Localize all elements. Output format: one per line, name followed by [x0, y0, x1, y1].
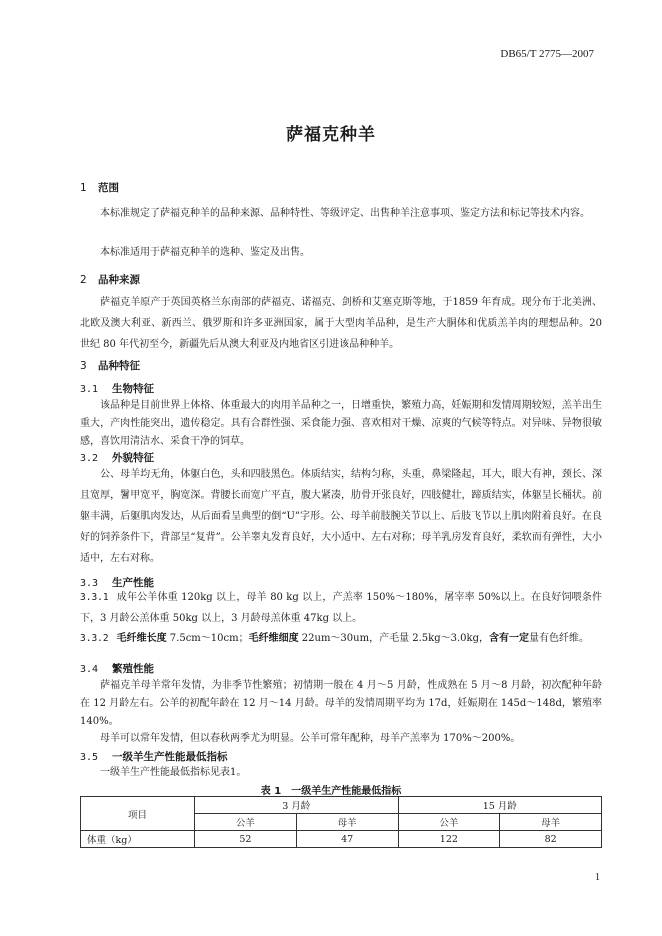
table-row [81, 831, 602, 848]
biological-paragraph: 该品种是目前世界上体格、体重最大的肉用羊品种之一，日增重快，繁殖力高，妊娠期和发情周期较短，羔羊出生重大，产肉性能突出，遗传稳定。具有合群性强、采食能力强、喜欢相对干燥、凉爽的气候等特点。对异味、异物很敏感，喜饮用清洁水、采食干净的饲草。 [80, 400, 602, 447]
subsection-heading-appearance [80, 450, 154, 465]
row-label-weight: 体重（kg） [81, 831, 195, 848]
subsection-title: 生物特征 [112, 383, 154, 395]
cell-ewe-15m: 82 [500, 831, 602, 848]
document-title: 萨福克种羊 [286, 125, 376, 145]
reproduction-paragraph-2: 母羊可以常年发情，但以春秋两季尤为明显。公羊可常年配种，母羊产羔率为 170%～200%。 [100, 733, 521, 744]
clause-number: 3.3.2 [80, 633, 109, 644]
subsection-number: 3.3 [80, 578, 99, 589]
cell-ram-3m: 52 [195, 831, 297, 848]
subsection-heading-reproduction [80, 661, 154, 676]
reproduction-paragraph-1: 萨福克羊母羊常年发情，为非季节性繁殖；初情期一般在 4 月～5 月龄，性成熟在 5 月～8 月龄，初次配种年龄在 12 月龄左右。公羊的初配年龄在 12 月～14 月龄。母羊的发情周期平均为 17d，妊娠期在 145d～148d，繁殖率 140%。 [80, 680, 602, 727]
page-number: 1 [595, 872, 600, 883]
table-header-row [81, 797, 602, 814]
production-clause-3-3-1 [80, 587, 602, 629]
clause-text: 成年公羊体重 120kg 以上，母羊 80 kg 以上，产羔率 150%～180%，屠宰率 50%以上。在良好饲喂条件下，3 月龄公羔体重 50kg 以上，3 月龄母羔体重 47kg 以上。 [80, 592, 602, 624]
colored-fiber-text: 量有色纤维。 [528, 633, 589, 644]
subsection-number: 3.5 [80, 752, 99, 763]
section-number: 3 [80, 360, 87, 372]
section-title: 范围 [98, 182, 119, 194]
origin-paragraph: 萨福克羊原产于英国英格兰东南部的萨福克、诺福克、剑桥和艾塞克斯等地，于1859 年育成。现分布于北美洲、北欧及澳大利亚、新西兰、俄罗斯和许多亚洲国家，属于大型肉羊品种，是生产大胴体和优质羔羊肉的理想品种。20 世纪 80 年代初至今，新疆先后从澳大利亚及内地省区引进该品种种羊。 [80, 297, 602, 350]
subsection-title: 生产性能 [112, 577, 154, 589]
production-clause-3-3-2 [80, 628, 602, 649]
section-heading-origin [80, 272, 140, 287]
fiber-fineness-label: 毛纤维细度 [248, 633, 299, 644]
standard-code: DB65/T 2775—2007 [500, 48, 594, 60]
clause-number: 3.3.1 [80, 592, 109, 603]
subsection-title: 一级羊生产性能最低指标 [112, 751, 228, 763]
minimum-index-paragraph: 一级羊生产性能最低指标见表1。 [100, 767, 247, 778]
scope-paragraph-1: 本标准规定了萨福克种羊的品种来源、品种特性、等级评定、出售种羊注意事项、鉴定方法和标记等技术内容。 [100, 208, 590, 219]
header-ram-3m: 公羊 [195, 814, 297, 831]
subsection-number: 3.1 [80, 384, 99, 395]
header-3-month: 3 月龄 [195, 797, 399, 814]
subsection-title: 繁殖性能 [112, 663, 154, 675]
header-ewe-3m: 母羊 [296, 814, 398, 831]
fiber-length-value: 7.5cm～10cm； [166, 633, 249, 644]
section-number: 2 [80, 274, 87, 286]
fiber-length-label: 毛纤维长度 [116, 633, 167, 644]
header-ram-15m: 公羊 [398, 814, 500, 831]
header-ewe-15m: 母羊 [500, 814, 602, 831]
header-15-month: 15 月龄 [398, 797, 602, 814]
scope-paragraph-2: 本标准适用于萨福克种羊的选种、鉴定及出售。 [100, 247, 310, 258]
colored-fiber-emphasis: 含有一定 [488, 633, 529, 644]
subsection-heading-biological [80, 381, 154, 396]
section-heading-scope [80, 180, 119, 195]
subsection-number: 3.4 [80, 664, 99, 675]
section-heading-characteristics [80, 358, 140, 373]
cell-ewe-3m: 47 [296, 831, 398, 848]
table-caption: 表 1 一级羊生产性能最低指标 [260, 786, 402, 797]
header-item: 项目 [81, 797, 195, 831]
section-title: 品种特征 [98, 360, 140, 372]
performance-table [80, 796, 602, 848]
section-title: 品种来源 [98, 274, 140, 286]
section-number: 1 [80, 182, 87, 194]
fiber-fineness-value: 22um～30um，产毛量 2.5kg～3.0kg， [298, 633, 489, 644]
subsection-number: 3.2 [80, 453, 99, 464]
subsection-title: 外貌特征 [112, 452, 154, 464]
appearance-paragraph: 公、母羊均无角，体躯白色，头和四肢黑色。体质结实，结构匀称，头重，鼻梁隆起，耳大，眼大有神，颈长、深且宽厚，鬐甲宽平，胸宽深。背腰长而宽广平直，腹大紧凑，肋骨开张良好，四肢健壮，蹄质结实，体躯呈长桶状。前躯丰满，后躯肌肉发达，从后面看呈典型的倒“U”字形。公、母羊前肢腕关节以上、后肢飞节以上肌肉附着良好。在良好的饲养条件下，背部呈“复背”。公羊睾丸发育良好，大小适中、左右对称；母羊乳房发育良好，柔软而有弹性，大小适中，左右对称。 [80, 469, 602, 564]
cell-ram-15m: 122 [398, 831, 500, 848]
